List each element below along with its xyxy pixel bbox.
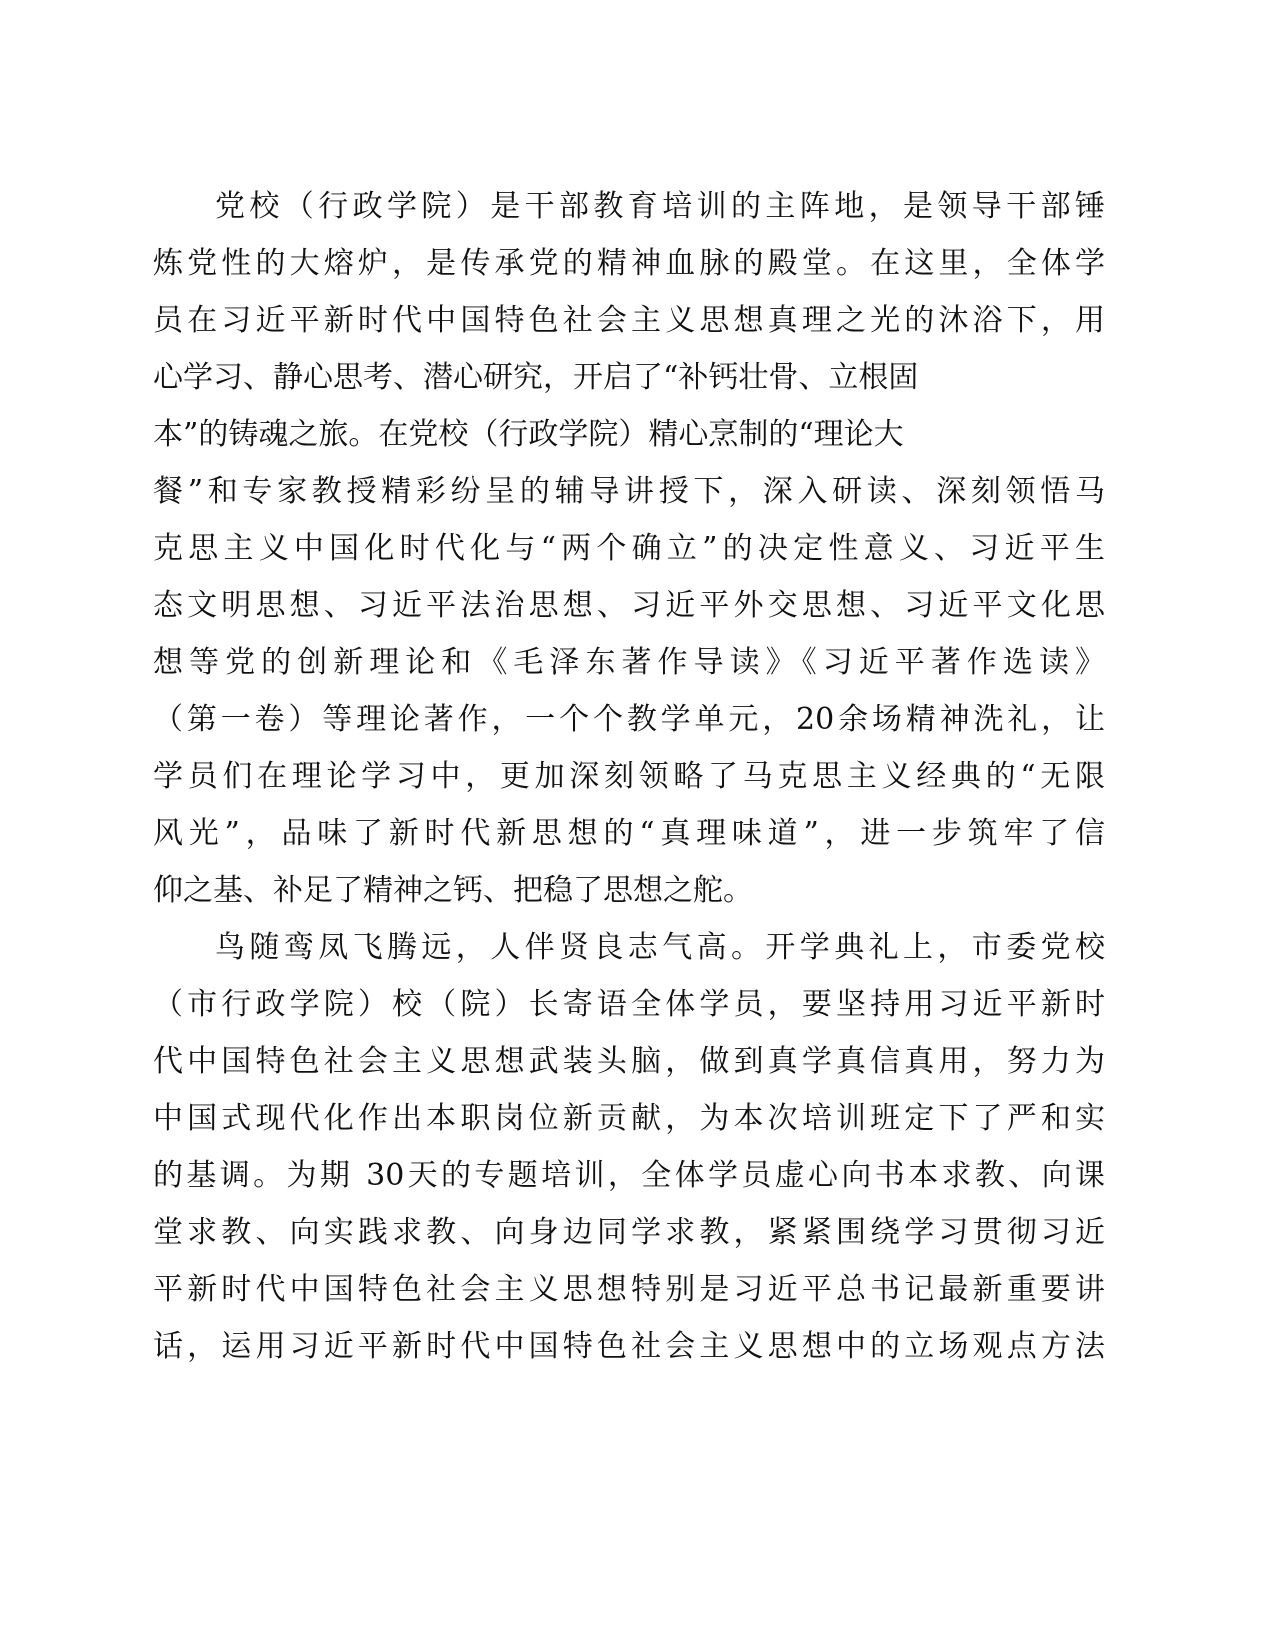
paragraph-line: 鸟随鸾凤飞腾远，人伴贤良志气高。开学典礼上，市委党校 bbox=[215, 930, 1105, 965]
paragraph-line: 心学习、静心思考、潜心研究，开启了“补钙壮骨、立根固 bbox=[153, 360, 919, 395]
paragraph-line: （市行政学院）校（院）长寄语全体学员，要坚持用习近平新时 bbox=[153, 987, 1105, 1022]
paragraph-line: 仰之基、补足了精神之钙、把稳了思想之舵。 bbox=[153, 873, 753, 908]
paragraph-line: 堂求教、向实践求教、向身边同学求教，紧紧围绕学习贯彻习近 bbox=[153, 1215, 1105, 1250]
paragraph-line: 本”的铸魂之旅。在党校（行政学院）精心烹制的“理论大 bbox=[153, 417, 904, 452]
paragraph-line: 态文明思想、习近平法治思想、习近平外交思想、习近平文化思 bbox=[153, 588, 1105, 623]
paragraph-line: 平新时代中国特色社会主义思想特别是习近平总书记最新重要讲 bbox=[153, 1272, 1105, 1307]
paragraph-line: 员在习近平新时代中国特色社会主义思想真理之光的沐浴下，用 bbox=[153, 303, 1105, 338]
paragraph-line: 学员们在理论学习中，更加深刻领略了马克思主义经典的“无限 bbox=[153, 759, 1105, 794]
paragraph-line: （第一卷）等理论著作，一个个教学单元，20余场精神洗礼，让 bbox=[153, 702, 1105, 737]
paragraph-2 bbox=[153, 919, 1105, 1375]
paragraph-line: 炼党性的大熔炉，是传承党的精神血脉的殿堂。在这里，全体学 bbox=[153, 246, 1105, 281]
paragraph-line: 风光”，品味了新时代新思想的“真理味道”，进一步筑牢了信 bbox=[153, 816, 1105, 851]
paragraph-line: 代中国特色社会主义思想武装头脑，做到真学真信真用，努力为 bbox=[153, 1044, 1105, 1079]
paragraph-line: 餐”和专家教授精彩纷呈的辅导讲授下，深入研读、深刻领悟马 bbox=[153, 474, 1105, 509]
paragraph-line: 想等党的创新理论和《毛泽东著作导读》《习近平著作选读》 bbox=[153, 645, 1105, 680]
paragraph-line: 的基调。为期 30天的专题培训，全体学员虚心向书本求教、向课 bbox=[153, 1158, 1105, 1193]
document-body bbox=[153, 178, 1105, 1375]
paragraph-line: 克思主义中国化时代化与“两个确立”的决定性意义、习近平生 bbox=[153, 531, 1105, 566]
paragraph-line: 党校（行政学院）是干部教育培训的主阵地，是领导干部锤 bbox=[215, 189, 1105, 224]
paragraph-1 bbox=[153, 178, 1105, 919]
paragraph-line: 中国式现代化作出本职岗位新贡献，为本次培训班定下了严和实 bbox=[153, 1101, 1105, 1136]
paragraph-line: 话，运用习近平新时代中国特色社会主义思想中的立场观点方法 bbox=[153, 1329, 1105, 1364]
